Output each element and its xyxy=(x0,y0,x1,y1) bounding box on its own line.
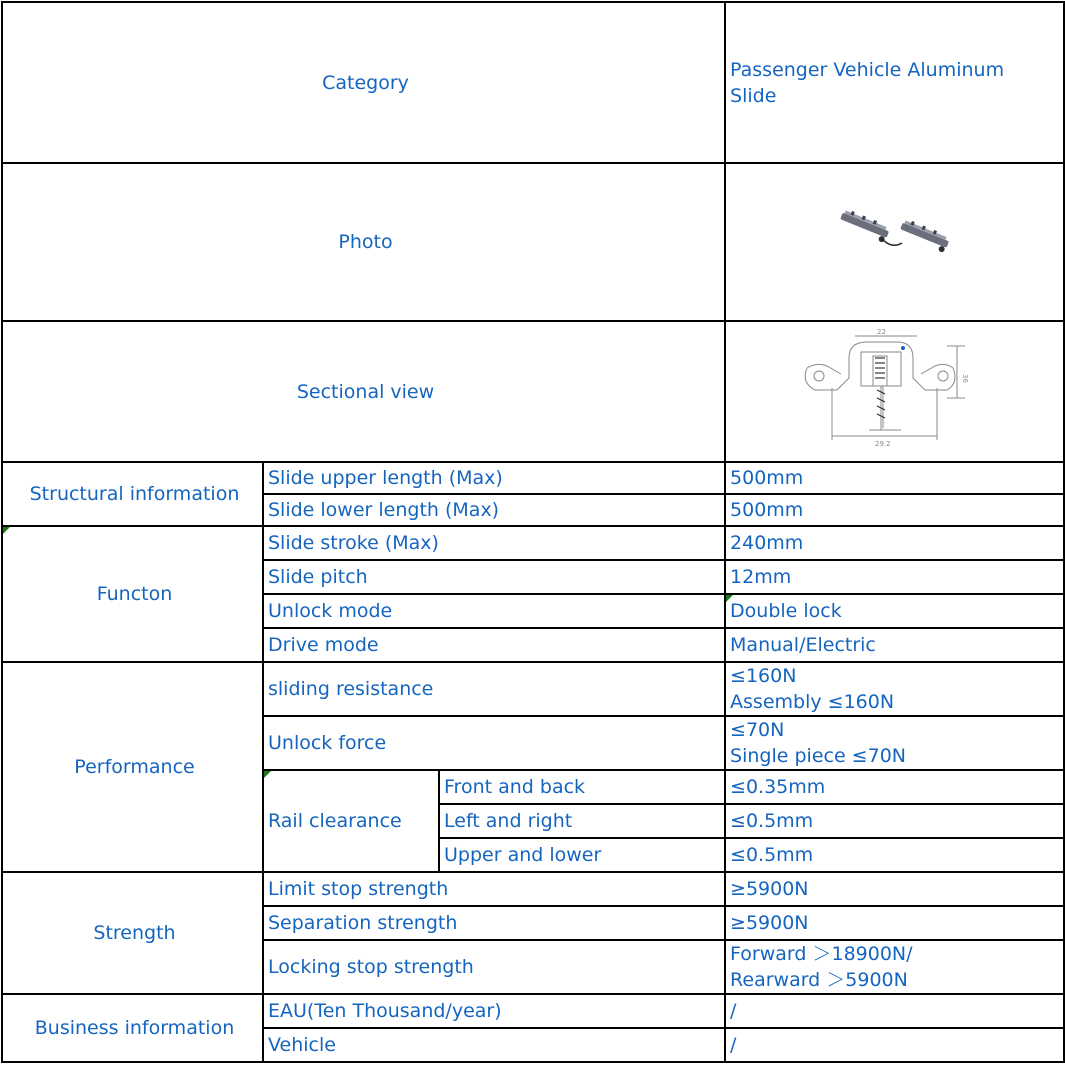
rail-clearance-label xyxy=(263,770,439,872)
row-value: / xyxy=(725,994,1064,1028)
row-label: Front and back xyxy=(439,770,725,804)
row-value-line1: ≤160N xyxy=(730,665,797,687)
row-label: Drive mode xyxy=(263,628,725,662)
category-value xyxy=(725,2,1064,163)
rail-clearance-text: Rail clearance xyxy=(268,810,402,832)
row-value-line1: Forward ＞18900N/ xyxy=(730,943,913,965)
category-value-line2: Slide xyxy=(730,84,777,107)
row-label: Left and right xyxy=(439,804,725,838)
row-label: Vehicle xyxy=(263,1028,725,1062)
dim-top: 22 xyxy=(876,328,886,336)
comment-marker xyxy=(726,595,733,602)
row-value-line2: Assembly ≤160N xyxy=(730,691,895,713)
category-value-line1: Passenger Vehicle Aluminum xyxy=(730,58,1005,81)
row-value xyxy=(725,594,1064,628)
row-label: Slide pitch xyxy=(263,560,725,594)
comment-marker xyxy=(264,771,271,778)
sectional-cell xyxy=(725,321,1064,462)
photo-label: Photo xyxy=(2,163,725,321)
row-value: 500mm xyxy=(725,462,1064,494)
row-label: Separation strength xyxy=(263,906,725,940)
row-value: ≤0.5mm xyxy=(725,804,1064,838)
row-label: Slide stroke (Max) xyxy=(263,526,725,560)
slide-rail-photo xyxy=(832,209,962,269)
sectional-drawing xyxy=(797,328,997,448)
dim-bottom: 29.2 xyxy=(874,440,891,448)
row-value xyxy=(725,716,1064,770)
row-label: Slide upper length (Max) xyxy=(263,462,725,494)
sectional-row xyxy=(2,321,1064,462)
row-label: Upper and lower xyxy=(439,838,725,872)
photo-cell xyxy=(725,163,1064,321)
group-function-label: Functon xyxy=(96,583,173,605)
row-value xyxy=(725,662,1064,716)
row-value-line1: ≤70N xyxy=(730,719,785,741)
row-label: Unlock mode xyxy=(263,594,725,628)
row-value: ≤0.35mm xyxy=(725,770,1064,804)
row-label: Locking stop strength xyxy=(263,940,725,994)
row-value: ≤0.5mm xyxy=(725,838,1064,872)
row-value-line2: Rearward ＞5900N xyxy=(730,969,908,991)
row-label: Limit stop strength xyxy=(263,872,725,906)
photo-row xyxy=(2,163,1064,321)
row-value: Manual/Electric xyxy=(725,628,1064,662)
row-label: EAU(Ten Thousand/year) xyxy=(263,994,725,1028)
row-value xyxy=(725,940,1064,994)
row-value: 240mm xyxy=(725,526,1064,560)
row-value-text: Double lock xyxy=(730,600,842,622)
dim-side: 36 xyxy=(960,374,969,383)
row-value: / xyxy=(725,1028,1064,1062)
row-label: sliding resistance xyxy=(263,662,725,716)
row-value: ≥5900N xyxy=(725,906,1064,940)
group-performance: Performance xyxy=(2,662,263,872)
group-business: Business information xyxy=(2,994,263,1062)
comment-marker xyxy=(3,527,10,534)
row-value-line2: Single piece ≤70N xyxy=(730,745,906,767)
group-function xyxy=(2,526,263,662)
table-row xyxy=(2,994,1064,1028)
table-row xyxy=(2,462,1064,494)
row-value: 12mm xyxy=(725,560,1064,594)
row-label: Unlock force xyxy=(263,716,725,770)
category-label: Category xyxy=(2,2,725,163)
table-row xyxy=(2,662,1064,716)
table-row xyxy=(2,872,1064,906)
group-strength: Strength xyxy=(2,872,263,994)
group-structural: Structural information xyxy=(2,462,263,526)
row-label: Slide lower length (Max) xyxy=(263,494,725,526)
row-value: ≥5900N xyxy=(725,872,1064,906)
row-value: 500mm xyxy=(725,494,1064,526)
spec-table xyxy=(1,1,1065,1063)
category-row xyxy=(2,2,1064,163)
sectional-label: Sectional view xyxy=(2,321,725,462)
table-row xyxy=(2,526,1064,560)
